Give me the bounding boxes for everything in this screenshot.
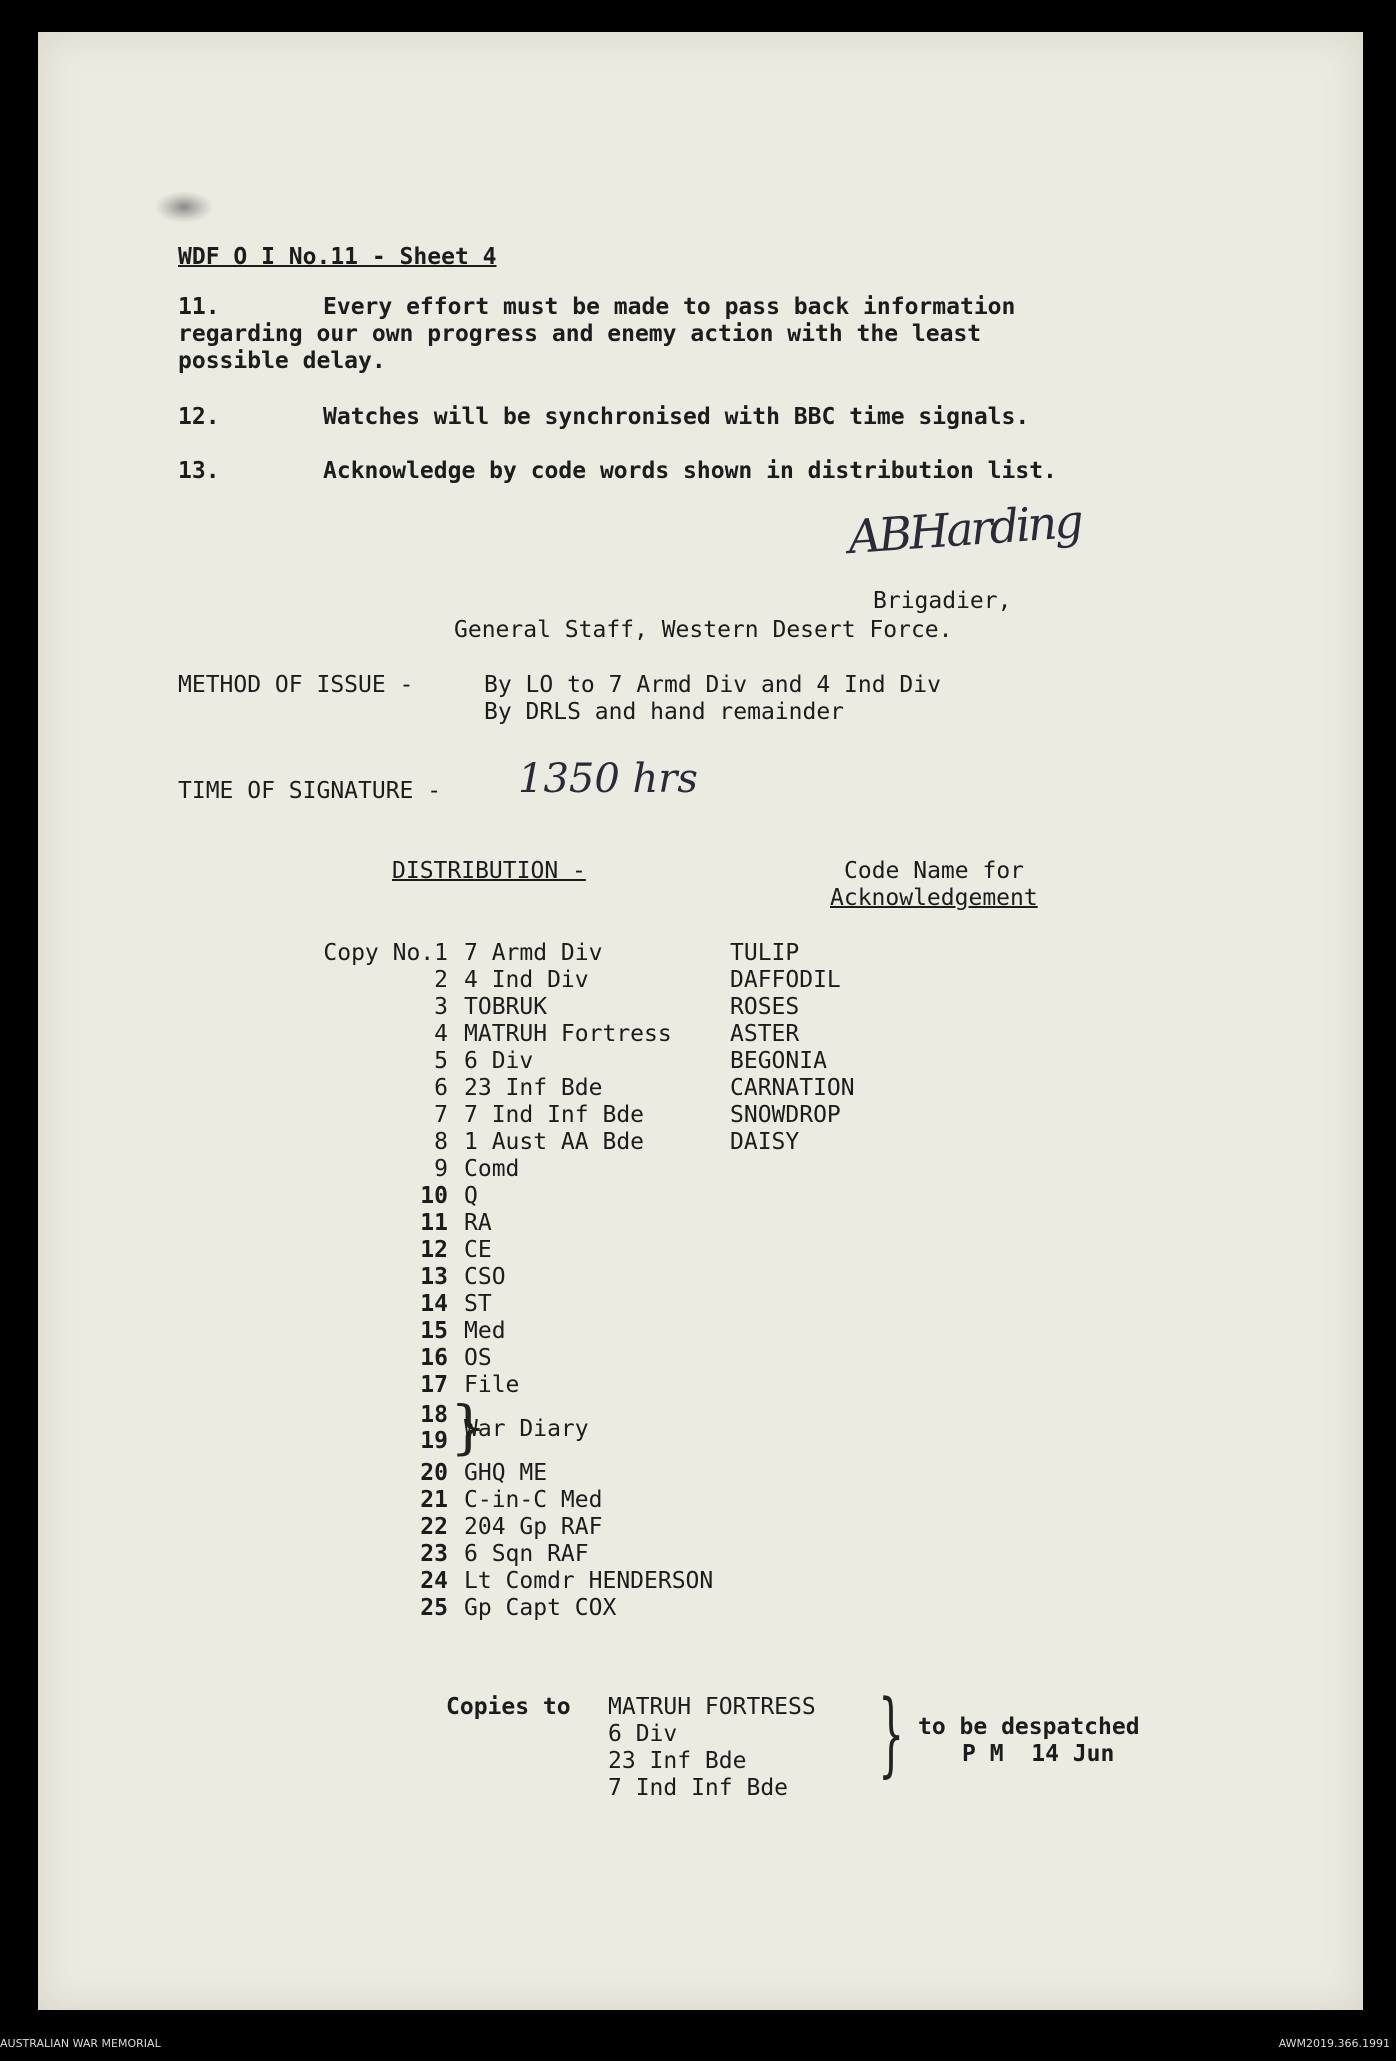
recipient: 4 Ind Div — [464, 967, 589, 993]
distribution-row — [278, 1514, 1378, 1541]
handwritten-signature: ABHarding — [846, 493, 1083, 565]
distribution-row — [278, 1595, 1378, 1622]
recipient: File — [464, 1372, 520, 1398]
war-diary-brace: } — [450, 1393, 487, 1461]
recipient: Med — [464, 1318, 506, 1344]
document-page — [38, 32, 1363, 2010]
method-of-issue-line1: By LO to 7 Armd Div and 4 Ind Div — [484, 672, 941, 698]
recipient: OS — [464, 1345, 492, 1371]
para-11-line2: regarding our own progress and enemy action with the least — [178, 321, 982, 347]
despatch-line2: P M 14 Jun — [962, 1741, 1115, 1767]
despatch-line1: to be despatched — [918, 1714, 1140, 1740]
copy-number: 25 — [420, 1595, 448, 1621]
copy-number: 4 — [434, 1021, 448, 1047]
distribution-row — [278, 1183, 1378, 1210]
recipient: 204 Gp RAF — [464, 1514, 603, 1540]
archive-credit: AUSTRALIAN WAR MEMORIAL — [0, 2037, 161, 2050]
copy-number: 5 — [434, 1048, 448, 1074]
recipient: 1 Aust AA Bde — [464, 1129, 645, 1155]
method-of-issue-line2: By DRLS and hand remainder — [484, 699, 845, 725]
recipient: 6 Div — [464, 1048, 534, 1074]
copy-number: 8 — [434, 1129, 448, 1155]
copy-number: 21 — [420, 1487, 448, 1513]
distribution-row — [278, 1075, 1378, 1102]
code-word: ROSES — [730, 994, 800, 1020]
distribution-row — [278, 1568, 1378, 1595]
distribution-row — [278, 1264, 1378, 1291]
ink-smudge — [156, 192, 212, 222]
code-word: TULIP — [730, 940, 800, 966]
recipient: Comd — [464, 1156, 520, 1182]
copy-number: 12 — [420, 1237, 448, 1263]
code-word: CARNATION — [730, 1075, 855, 1101]
method-of-issue-label: METHOD OF ISSUE - — [178, 672, 414, 698]
copy-number: 3 — [434, 994, 448, 1020]
distribution-row — [278, 940, 1378, 967]
distribution-row — [278, 1102, 1378, 1129]
copy-number: 22 — [420, 1514, 448, 1540]
distribution-row — [278, 1048, 1378, 1075]
distribution-row — [278, 1129, 1378, 1156]
copies-to-item: 6 Div — [608, 1721, 678, 1747]
recipient: 7 Armd Div — [464, 940, 603, 966]
war-diary-row — [278, 1402, 1378, 1429]
copy-number: Copy No.1 — [323, 940, 448, 966]
copy-number: 19 — [420, 1428, 448, 1454]
para-13-line1: Acknowledge by code words shown in distribution list. — [323, 458, 1057, 484]
recipient: 23 Inf Bde — [464, 1075, 603, 1101]
distribution-row — [278, 1372, 1378, 1399]
recipient: TOBRUK — [464, 994, 548, 1020]
copy-number: 23 — [420, 1541, 448, 1567]
copy-number: 6 — [434, 1075, 448, 1101]
distribution-row — [278, 1487, 1378, 1514]
time-of-signature-label: TIME OF SIGNATURE - — [178, 778, 442, 804]
copy-number: 14 — [420, 1291, 448, 1317]
code-word: SNOWDROP — [730, 1102, 841, 1128]
copy-number: 16 — [420, 1345, 448, 1371]
recipient: C-in-C Med — [464, 1487, 603, 1513]
copy-number: 10 — [420, 1183, 448, 1209]
distribution-row — [278, 1156, 1378, 1183]
copy-number: 13 — [420, 1264, 448, 1290]
para-12-line1: Watches will be synchronised with BBC time signals. — [323, 404, 1030, 430]
code-name-header-line1: Code Name for — [844, 858, 1025, 884]
distribution-label: DISTRIBUTION - — [392, 858, 586, 884]
recipient: MATRUH Fortress — [464, 1021, 672, 1047]
copies-to-brace: } — [878, 1680, 905, 1787]
copy-number: 11 — [420, 1210, 448, 1236]
signature-unit: General Staff, Western Desert Force. — [454, 617, 953, 643]
copy-number: 7 — [434, 1102, 448, 1128]
recipient: CE — [464, 1237, 492, 1263]
code-word: DAFFODIL — [730, 967, 841, 993]
recipient: Q — [464, 1183, 478, 1209]
copies-to-item: 23 Inf Bde — [608, 1748, 747, 1774]
copy-number: 9 — [434, 1156, 448, 1182]
distribution-row — [278, 1460, 1378, 1487]
copy-number: 24 — [420, 1568, 448, 1594]
signature-rank: Brigadier, — [873, 588, 1012, 614]
time-of-signature-value: 1350 hrs — [518, 756, 698, 802]
code-name-header-line2: Acknowledgement — [830, 885, 1038, 911]
distribution-row — [278, 994, 1378, 1021]
distribution-row — [278, 1318, 1378, 1345]
recipient: 7 Ind Inf Bde — [464, 1102, 645, 1128]
code-word: DAISY — [730, 1129, 800, 1155]
copies-to-label: Copies to — [446, 1694, 571, 1720]
war-diary-row — [278, 1428, 1378, 1455]
distribution-row — [278, 1021, 1378, 1048]
para-13-number: 13. — [178, 458, 220, 484]
para-11-number: 11. — [178, 294, 220, 320]
copies-to-item: 7 Ind Inf Bde — [608, 1775, 789, 1801]
recipient: ST — [464, 1291, 492, 1317]
copies-to-item: MATRUH FORTRESS — [608, 1694, 816, 1720]
para-12-number: 12. — [178, 404, 220, 430]
recipient: CSO — [464, 1264, 506, 1290]
recipient: GHQ ME — [464, 1460, 548, 1486]
distribution-row — [278, 1345, 1378, 1372]
distribution-row — [278, 967, 1378, 994]
war-diary-recipient: War Diary — [464, 1416, 589, 1442]
distribution-row — [278, 1210, 1378, 1237]
recipient: RA — [464, 1210, 492, 1236]
copy-number: 20 — [420, 1460, 448, 1486]
code-word: BEGONIA — [730, 1048, 827, 1074]
copy-number: 18 — [420, 1402, 448, 1428]
code-word: ASTER — [730, 1021, 800, 1047]
recipient: Gp Capt COX — [464, 1595, 617, 1621]
copy-number: 17 — [420, 1372, 448, 1398]
archive-reference: AWM2019.366.1991 — [1278, 2037, 1390, 2050]
copy-number: 2 — [434, 967, 448, 993]
recipient: Lt Comdr HENDERSON — [464, 1568, 714, 1594]
document-header: WDF O I No.11 - Sheet 4 — [178, 244, 497, 270]
distribution-row — [278, 1541, 1378, 1568]
para-11-line3: possible delay. — [178, 348, 386, 374]
distribution-row — [278, 1291, 1378, 1318]
distribution-row — [278, 1237, 1378, 1264]
recipient: 6 Sqn RAF — [464, 1541, 589, 1567]
para-11-line1: Every effort must be made to pass back information — [323, 294, 1016, 320]
copy-number: 15 — [420, 1318, 448, 1344]
